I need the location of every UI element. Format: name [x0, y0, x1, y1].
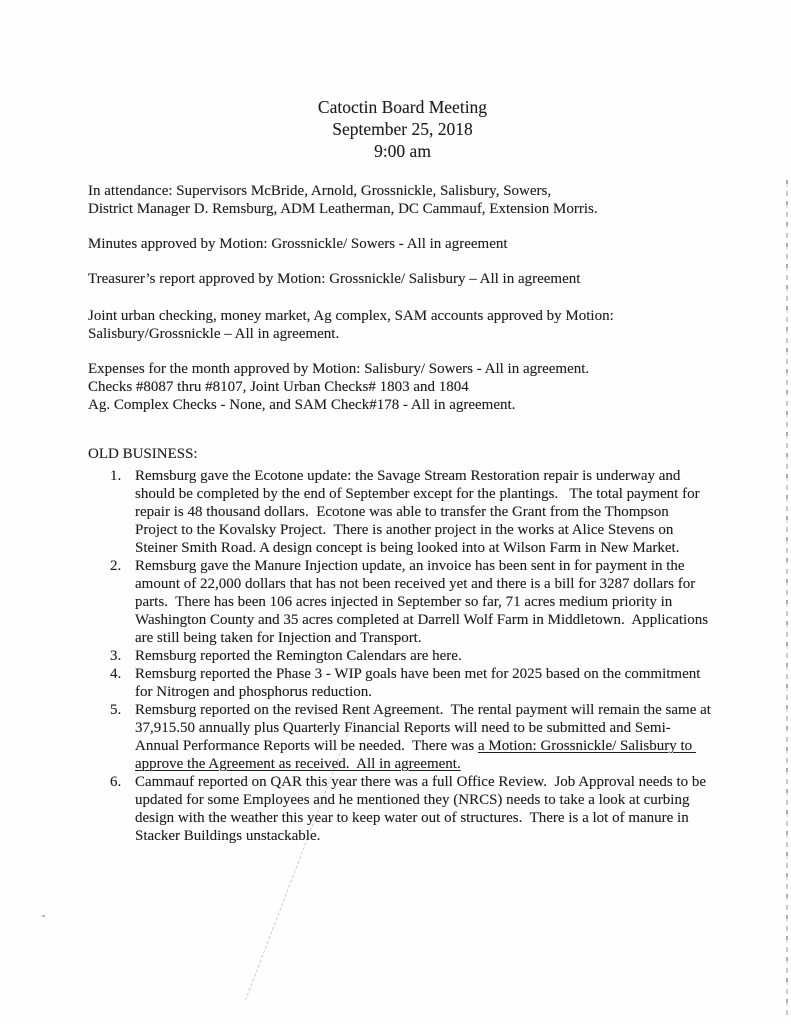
attendance-paragraph [88, 182, 716, 218]
accounts-approval-line-2: Salisbury/Grossnickle – All in agreement. [88, 326, 340, 342]
treasurer-approval-text: Treasurer’s report approved by Motion: Grossnickle/ Salisbury – All in agreement [88, 271, 581, 287]
list-item-4 [88, 665, 716, 701]
list-item-number: 2. [110, 558, 122, 574]
list-item-3 [88, 647, 716, 665]
list-item-number: 5. [110, 702, 122, 718]
meeting-title: Catoctin Board Meeting [317, 97, 488, 117]
list-item-number: 3. [110, 648, 122, 664]
accounts-approval-line-1: Joint urban checking, money market, Ag complex, SAM accounts approved by Motion: [88, 308, 614, 324]
list-item-text: Remsburg reported the Phase 3 - WIP goals have been met for 2025 based on the commitment for Nitrogen and phosphorus reduction. [135, 666, 705, 700]
old-business-heading: OLD BUSINESS: [88, 446, 198, 462]
expenses-line-2: Checks #8087 thru #8107, Joint Urban Checks# 1803 and 1804 [88, 379, 469, 395]
list-item-1 [88, 467, 716, 557]
attendance-line-1: In attendance: Supervisors McBride, Arnold, Grossnickle, Salisbury, Sowers, [88, 183, 552, 199]
list-item-text: Remsburg reported the Remington Calendars are here. [135, 648, 462, 664]
old-business-list [88, 467, 716, 845]
list-item-text [135, 701, 715, 773]
rent-agreement-text: Remsburg reported on the revised Rent Agreement. The rental payment will remain the same at 37,915.50 annually plus Quarterly Financial Reports will need to be submitted and Semi-Annual Performance Reports will be needed. There was [135, 702, 715, 754]
list-item-text: Remsburg gave the Ecotone update: the Savage Stream Restoration repair is underway and should be completed by the end of September except for the plantings. The total payment for repair is 48 thousand dollars. Ecotone was able to transfer the Grant from the Thompson Project to the Kovalsky Project. There is another project in the works at Alice Stevens on Steiner Smith Road. A design concept is being looked into at Wilson Farm in New Market. [135, 468, 704, 556]
meeting-time: 9:00 am [374, 141, 431, 161]
treasurer-approval-paragraph [88, 270, 716, 288]
list-item-text: Cammauf reported on QAR this year there was a full Office Review. Job Approval needs to be updated for some Employees and he mentioned they (NRCS) needs to take a look at curbing design with the weather this year to keep water out of structures. There is a lot of manure in Stacker Buildings unstackable. [135, 774, 710, 844]
meeting-date: September 25, 2018 [332, 119, 473, 139]
list-item-text: Remsburg gave the Manure Injection update, an invoice has been sent in for payment in the amount of 22,000 dollars that has not been received yet and there is a bill for 3287 dollars for parts. There has been 106 acres injected in September so far, 71 acres medium priority in Washington County and 35 acres completed at Darrell Wolf Farm in Middletown. Applications are still being taken for Injection and Transport. [135, 558, 712, 646]
list-item-number: 6. [110, 774, 122, 790]
scan-edge-perforation-artifact [786, 180, 788, 1020]
scan-speck-artifact [42, 915, 45, 917]
expenses-paragraph [88, 360, 716, 414]
minutes-approval-text: Minutes approved by Motion: Grossnickle/ Sowers - All in agreement [88, 236, 508, 252]
accounts-approval-paragraph [88, 307, 716, 343]
list-item-6 [88, 773, 716, 845]
list-item-5 [88, 701, 716, 773]
underlined-motion-text: a Motion: Grossnickle/ Salisbury to approve the Agreement as received. All in agreement. [135, 738, 696, 772]
attendance-line-2: District Manager D. Remsburg, ADM Leatherman, DC Cammauf, Extension Morris. [88, 201, 598, 217]
list-item-number: 1. [110, 468, 122, 484]
expenses-line-1: Expenses for the month approved by Motion: Salisbury/ Sowers - All in agreement. [88, 361, 590, 377]
list-item-2 [88, 557, 716, 647]
list-item-number: 4. [110, 666, 122, 682]
document-header [7, 0, 791, 162]
expenses-line-3: Ag. Complex Checks - None, and SAM Check#178 - All in agreement. [88, 397, 516, 413]
minutes-approval-paragraph [88, 235, 716, 253]
